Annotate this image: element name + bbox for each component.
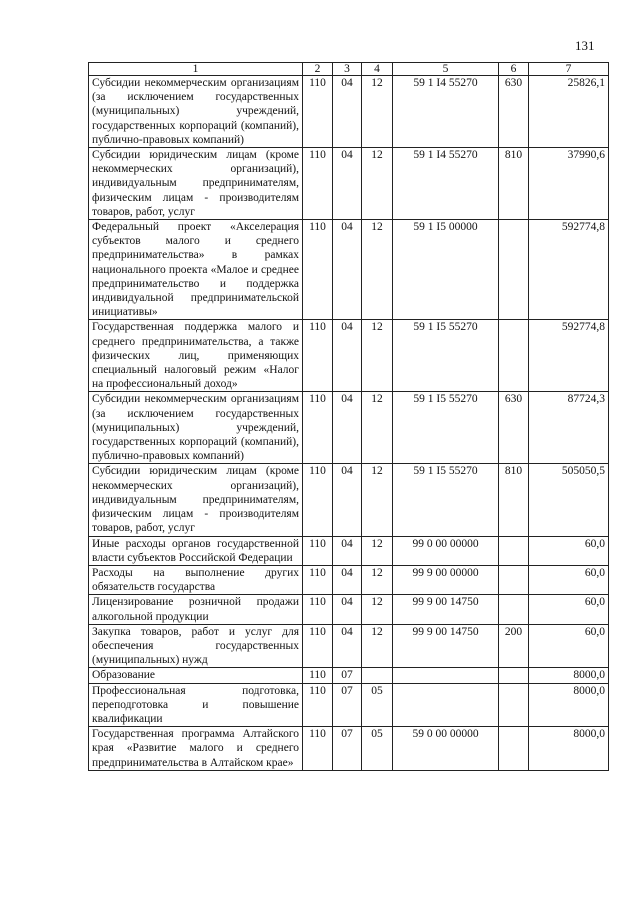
- table-row: [89, 624, 609, 668]
- subsection-code-cell: 12: [362, 320, 393, 392]
- section-code-cell: 04: [333, 148, 362, 220]
- subsection-code-cell: 12: [362, 464, 393, 536]
- expense-type-cell: 810: [499, 464, 529, 536]
- column-header: 4: [362, 63, 393, 76]
- table-row: [89, 727, 609, 771]
- subsection-code-cell: 12: [362, 76, 393, 148]
- table-row: [89, 565, 609, 594]
- expense-type-cell: [499, 565, 529, 594]
- amount-cell: 87724,3: [529, 392, 609, 464]
- table-row: [89, 595, 609, 624]
- amount-cell: 25826,1: [529, 76, 609, 148]
- page-number: 131: [575, 38, 595, 53]
- column-header: 6: [499, 63, 529, 76]
- column-header: 2: [303, 63, 333, 76]
- section-code-cell: 04: [333, 320, 362, 392]
- expense-type-cell: [499, 320, 529, 392]
- subsection-code-cell: 12: [362, 392, 393, 464]
- section-code-cell: 04: [333, 76, 362, 148]
- section-code-cell: 04: [333, 536, 362, 565]
- target-article-cell: 59 1 I5 55270: [393, 392, 499, 464]
- section-code-cell: 04: [333, 464, 362, 536]
- ministry-code-cell: 110: [303, 668, 333, 683]
- expense-type-cell: [499, 668, 529, 683]
- table-body: [89, 76, 609, 771]
- section-code-cell: 04: [333, 624, 362, 668]
- ministry-code-cell: 110: [303, 595, 333, 624]
- target-article-cell: 99 9 00 14750: [393, 595, 499, 624]
- budget-table: [88, 62, 609, 771]
- section-code-cell: 07: [333, 727, 362, 771]
- ministry-code-cell: 110: [303, 727, 333, 771]
- table-row: [89, 220, 609, 320]
- amount-cell: 592774,8: [529, 320, 609, 392]
- item-name-cell: Закупка товаров, работ и услуг для обеспечения государственных (муниципальных) нужд: [89, 624, 303, 668]
- amount-cell: 60,0: [529, 624, 609, 668]
- target-article-cell: 99 9 00 14750: [393, 624, 499, 668]
- item-name-cell: Субсидии некоммерческим организациям (за исключением государственных (муниципальных) учреждений, государственных корпораций (компаний), публично-правовых компаний): [89, 76, 303, 148]
- expense-type-cell: [499, 220, 529, 320]
- table-row: [89, 536, 609, 565]
- target-article-cell: 59 1 I5 55270: [393, 320, 499, 392]
- ministry-code-cell: 110: [303, 624, 333, 668]
- amount-cell: 592774,8: [529, 220, 609, 320]
- amount-cell: 60,0: [529, 536, 609, 565]
- item-name-cell: Лицензирование розничной продажи алкогольной продукции: [89, 595, 303, 624]
- column-header: 1: [89, 63, 303, 76]
- item-name-cell: Государственная программа Алтайского края «Развитие малого и среднего предпринимательства в Алтайском крае»: [89, 727, 303, 771]
- amount-cell: 60,0: [529, 565, 609, 594]
- item-name-cell: Профессиональная подготовка, переподготовка и повышение квалификации: [89, 683, 303, 727]
- amount-cell: 8000,0: [529, 683, 609, 727]
- amount-cell: 505050,5: [529, 464, 609, 536]
- ministry-code-cell: 110: [303, 320, 333, 392]
- item-name-cell: Расходы на выполнение других обязательств государства: [89, 565, 303, 594]
- target-article-cell: 99 0 00 00000: [393, 536, 499, 565]
- ministry-code-cell: 110: [303, 464, 333, 536]
- table-header-row: [89, 63, 609, 76]
- target-article-cell: 59 1 I4 55270: [393, 148, 499, 220]
- item-name-cell: Субсидии юридическим лицам (кроме некоммерческих организаций), индивидуальным предпринимателям, физическим лицам - производителям товаров, работ, услуг: [89, 148, 303, 220]
- ministry-code-cell: 110: [303, 565, 333, 594]
- table-row: [89, 148, 609, 220]
- expense-type-cell: 810: [499, 148, 529, 220]
- item-name-cell: Иные расходы органов государственной власти субъектов Российской Федерации: [89, 536, 303, 565]
- section-code-cell: 07: [333, 683, 362, 727]
- expense-type-cell: [499, 727, 529, 771]
- subsection-code-cell: 12: [362, 536, 393, 565]
- target-article-cell: 59 0 00 00000: [393, 727, 499, 771]
- amount-cell: 37990,6: [529, 148, 609, 220]
- item-name-cell: Субсидии некоммерческим организациям (за исключением государственных (муниципальных) учреждений, государственных корпораций (компаний), публично-правовых компаний): [89, 392, 303, 464]
- subsection-code-cell: 12: [362, 624, 393, 668]
- expense-type-cell: 200: [499, 624, 529, 668]
- target-article-cell: 59 1 I4 55270: [393, 76, 499, 148]
- expense-type-cell: [499, 595, 529, 624]
- subsection-code-cell: 12: [362, 148, 393, 220]
- subsection-code-cell: [362, 668, 393, 683]
- target-article-cell: 99 9 00 00000: [393, 565, 499, 594]
- section-code-cell: 07: [333, 668, 362, 683]
- subsection-code-cell: 05: [362, 683, 393, 727]
- item-name-cell: Образование: [89, 668, 303, 683]
- section-code-cell: 04: [333, 595, 362, 624]
- section-code-cell: 04: [333, 220, 362, 320]
- subsection-code-cell: 12: [362, 220, 393, 320]
- expense-type-cell: [499, 683, 529, 727]
- subsection-code-cell: 05: [362, 727, 393, 771]
- column-header: 3: [333, 63, 362, 76]
- expense-type-cell: 630: [499, 392, 529, 464]
- column-header: 7: [529, 63, 609, 76]
- ministry-code-cell: 110: [303, 220, 333, 320]
- ministry-code-cell: 110: [303, 536, 333, 565]
- subsection-code-cell: 12: [362, 595, 393, 624]
- ministry-code-cell: 110: [303, 683, 333, 727]
- section-code-cell: 04: [333, 392, 362, 464]
- amount-cell: 60,0: [529, 595, 609, 624]
- expense-type-cell: [499, 536, 529, 565]
- table-row: [89, 683, 609, 727]
- table-row: [89, 668, 609, 683]
- ministry-code-cell: 110: [303, 76, 333, 148]
- ministry-code-cell: 110: [303, 148, 333, 220]
- subsection-code-cell: 12: [362, 565, 393, 594]
- section-code-cell: 04: [333, 565, 362, 594]
- ministry-code-cell: 110: [303, 392, 333, 464]
- table-row: [89, 464, 609, 536]
- target-article-cell: 59 1 I5 00000: [393, 220, 499, 320]
- target-article-cell: [393, 683, 499, 727]
- item-name-cell: Субсидии юридическим лицам (кроме некоммерческих организаций), индивидуальным предпринимателям, физическим лицам - производителям товаров, работ, услуг: [89, 464, 303, 536]
- table-row: [89, 76, 609, 148]
- table-row: [89, 392, 609, 464]
- item-name-cell: Федеральный проект «Акселерация субъектов малого и среднего предпринимательства» в рамках национального проекта «Малое и среднее предпринимательство и поддержка индивидуальной предпринимательской инициативы»: [89, 220, 303, 320]
- target-article-cell: [393, 668, 499, 683]
- amount-cell: 8000,0: [529, 727, 609, 771]
- amount-cell: 8000,0: [529, 668, 609, 683]
- expense-type-cell: 630: [499, 76, 529, 148]
- target-article-cell: 59 1 I5 55270: [393, 464, 499, 536]
- item-name-cell: Государственная поддержка малого и среднего предпринимательства, а также физических лиц, применяющих специальный налоговый режим «Налог на профессиональный доход»: [89, 320, 303, 392]
- table-row: [89, 320, 609, 392]
- column-header: 5: [393, 63, 499, 76]
